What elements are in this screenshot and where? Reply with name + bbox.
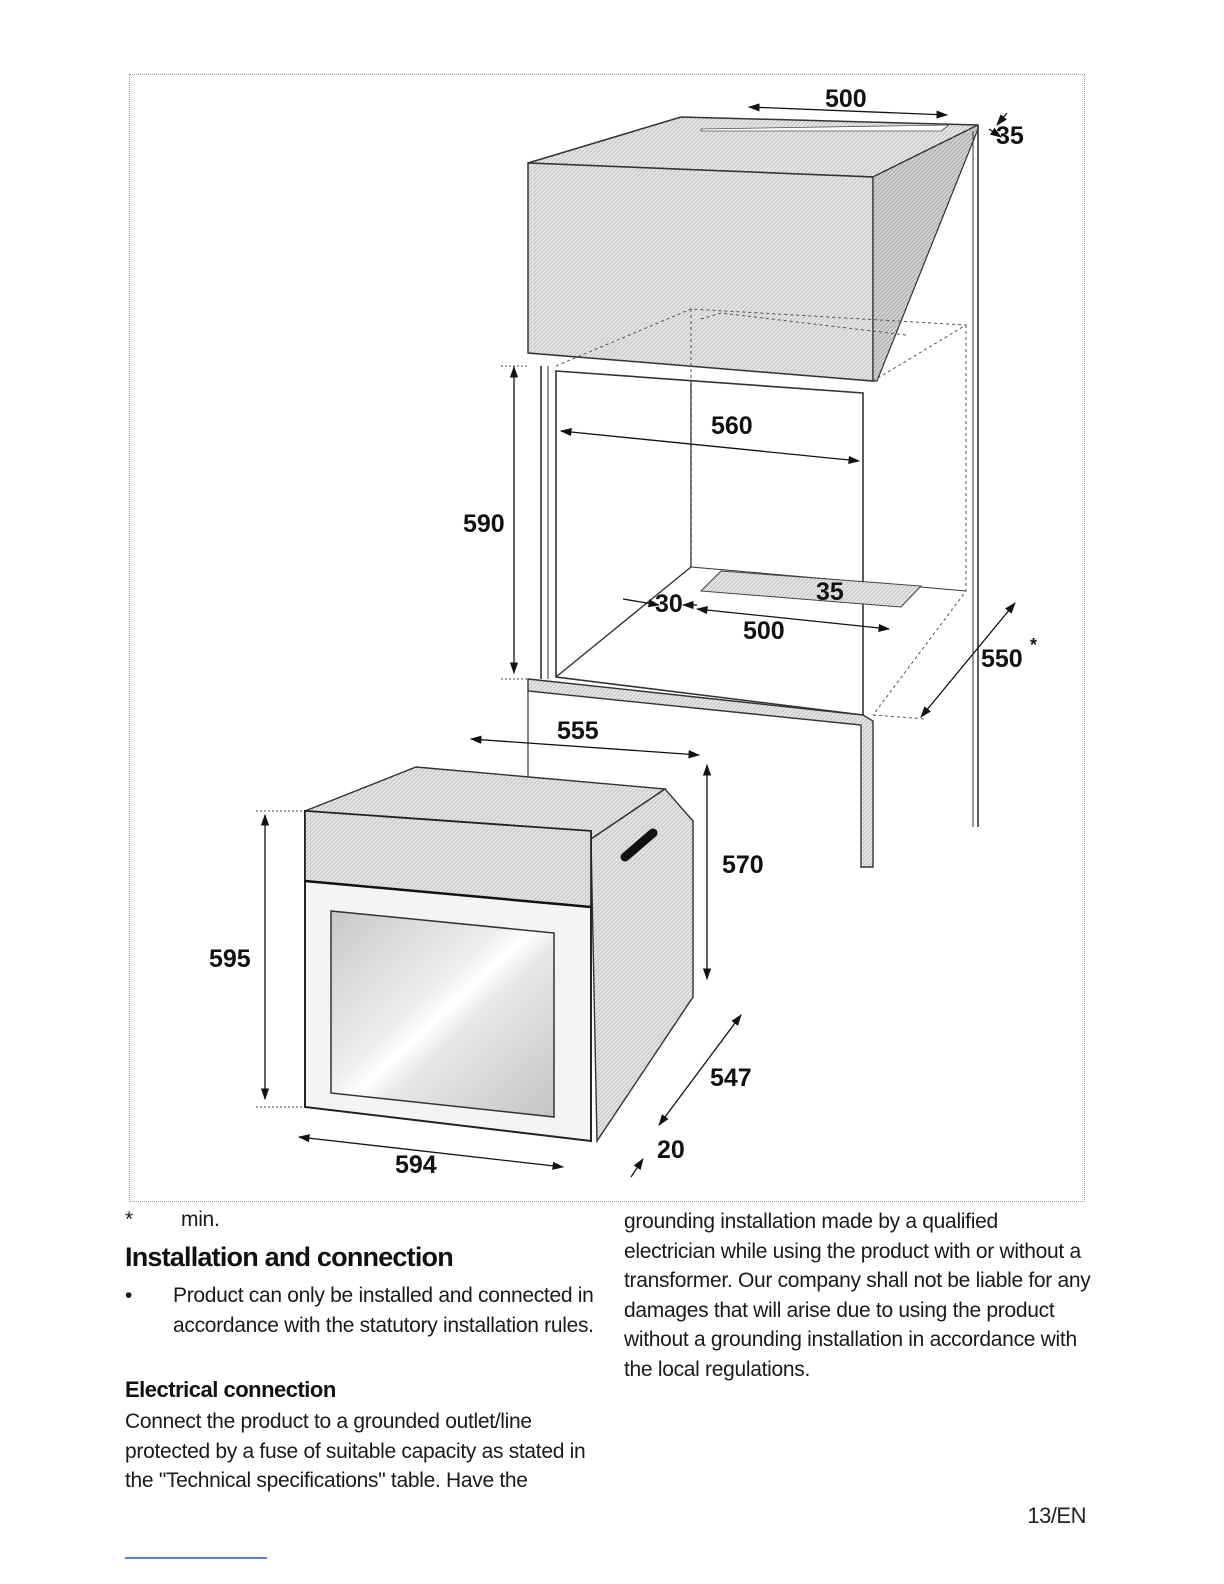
bullet-text: Product can only be installed and connected in accordance with the statutory installation rules. bbox=[173, 1284, 594, 1337]
oven bbox=[305, 767, 693, 1141]
dim-rear-gap: 30 bbox=[655, 590, 683, 618]
page-number: 13/EN bbox=[1027, 1503, 1086, 1528]
dim-top-width: 500 bbox=[825, 85, 867, 113]
dim-floor-clearance: 35 bbox=[816, 578, 844, 606]
dim-oven-width-top: 555 bbox=[557, 717, 599, 745]
paragraph-right: grounding installation made by a qualified electrician while using the product with or without a transformer. Our company shall not be liable for any damages that will arise due to using the product without a grounding installation in accordance with the local regulations. bbox=[624, 1210, 1091, 1381]
footnote-marker: * bbox=[125, 1208, 133, 1231]
dim-cavity-depth: 550 bbox=[981, 645, 1023, 673]
dim-cavity-depth-mark: * bbox=[1030, 635, 1038, 655]
dim-oven-depth: 547 bbox=[710, 1064, 752, 1092]
installation-diagram bbox=[129, 74, 1085, 1202]
dim-oven-height-body: 570 bbox=[722, 851, 764, 879]
paragraph-left: Connect the product to a grounded outlet/line protected by a fuse of suitable capacity as stated in the "Technical specifications" table. Have the bbox=[125, 1410, 586, 1492]
bottom-rule bbox=[125, 1557, 267, 1559]
bullet-item bbox=[125, 1281, 595, 1340]
footnote bbox=[125, 1205, 219, 1235]
subsection-title: Electrical connection bbox=[125, 1377, 336, 1402]
dim-cavity-width: 560 bbox=[711, 412, 753, 440]
dim-oven-height: 595 bbox=[209, 945, 251, 973]
dim-cavity-height: 590 bbox=[463, 510, 505, 538]
dim-top-clearance: 35 bbox=[996, 122, 1024, 150]
dim-oven-width: 594 bbox=[395, 1151, 437, 1179]
footnote-text: min. bbox=[181, 1208, 220, 1231]
bullet-marker: • bbox=[125, 1284, 133, 1307]
dim-front-offset: 20 bbox=[657, 1136, 685, 1164]
dim-floor-width: 500 bbox=[743, 617, 785, 645]
section-title: Installation and connection bbox=[125, 1242, 453, 1272]
